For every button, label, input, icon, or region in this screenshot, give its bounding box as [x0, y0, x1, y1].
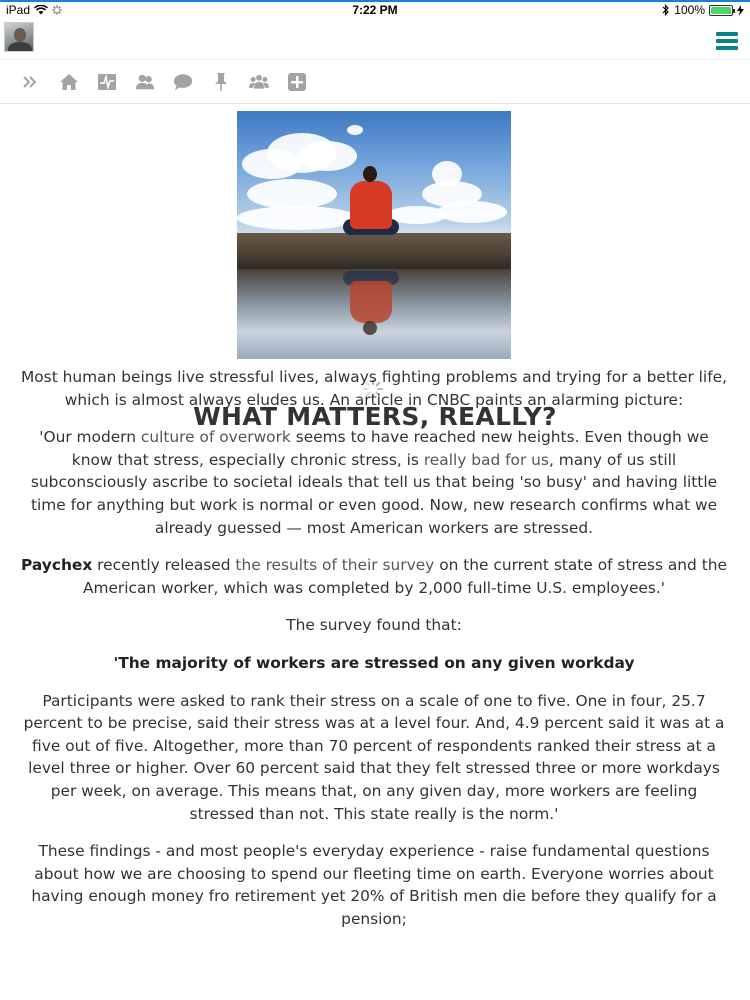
findings-text: These findings - and most people's everyday experience - raise fundamental questions about how we are choosing to spend our fleeting time on earth. Everyone worries about having enough money fro retirement yet 20% of British men die before they qualify for a pension; — [31, 842, 717, 928]
quote-text-3: , many of us still subconsciously ascribe to societal ideals that tell us that being 'so busy' and having little time for anything but work is normal or even good. Now, new research confirms what we already guessed — most American workers are stressed. — [30, 450, 718, 537]
findings-paragraph — [20, 840, 728, 930]
intro-paragraph — [20, 366, 728, 411]
survey-results-link[interactable]: the results of their survey — [235, 556, 435, 575]
users-icon[interactable] — [126, 67, 164, 97]
participants-paragraph — [20, 690, 728, 826]
article-body — [20, 366, 728, 945]
quote-text-2: seems to have reached new heights. Even though we know that stress, especially chronic stress, is — [71, 428, 709, 469]
article-hero-image — [237, 111, 511, 359]
quote-paragraph — [20, 426, 728, 539]
paychex-bold: Paychex — [21, 556, 93, 575]
intro-text: Most human beings live stressful lives, always fighting problems and trying for a better life, which is almost always eludes us. An article in CNBC paints an alarming picture: — [20, 368, 727, 409]
really-bad-for-us-link[interactable]: really bad for us — [423, 450, 549, 469]
quote-text-1: 'Our modern — [39, 428, 141, 447]
majority-heading-text: 'The majority of workers are stressed on any given workday — [113, 653, 635, 672]
activity-icon[interactable] — [88, 67, 126, 97]
survey-found-text: The survey found that: — [286, 616, 462, 635]
battery-percent: 100% — [674, 3, 705, 17]
hamburger-menu-icon[interactable] — [716, 32, 738, 50]
device-label: iPad — [6, 3, 31, 17]
avatar[interactable] — [4, 22, 34, 52]
home-icon[interactable] — [50, 67, 88, 97]
status-time: 7:22 PM — [352, 3, 398, 17]
page-title: WHAT MATTERS, REALLY? — [193, 402, 557, 431]
majority-heading — [20, 652, 728, 675]
status-right — [662, 3, 744, 17]
paychex-text-1: recently released — [92, 556, 236, 575]
status-bar — [0, 0, 750, 20]
group-icon[interactable] — [240, 67, 278, 97]
plus-square-icon[interactable] — [278, 67, 316, 97]
chat-icon[interactable] — [164, 67, 202, 97]
toolbar — [0, 60, 750, 104]
app-header — [0, 20, 750, 60]
paychex-text-2: on the current state of stress and the American worker, which was completed by 2,000 full-time U.S. employees.' — [82, 556, 727, 597]
culture-of-overwork-link[interactable]: culture of overwork — [140, 428, 291, 447]
paychex-paragraph — [20, 554, 728, 599]
bluetooth-icon — [662, 4, 670, 16]
double-chevron-right-icon[interactable] — [12, 67, 50, 97]
pin-icon[interactable] — [202, 67, 240, 97]
charging-icon — [737, 5, 744, 16]
battery-icon — [709, 5, 733, 16]
survey-found-paragraph — [20, 614, 728, 637]
participants-text: Participants were asked to rank their stress on a scale of one to five. One in four, 25.7 percent to be precise, said their stress was at a level four. And, 4.9 percent said it was at a five out of five. Altogether, more than 70 percent of respondents ranked their stress at a level three or higher. Over 60 percent said that they felt stressed three or more workdays per week, on average. This means that, on any given day, more workers are feeling stressed than not. This state really is the norm.' — [23, 691, 725, 823]
